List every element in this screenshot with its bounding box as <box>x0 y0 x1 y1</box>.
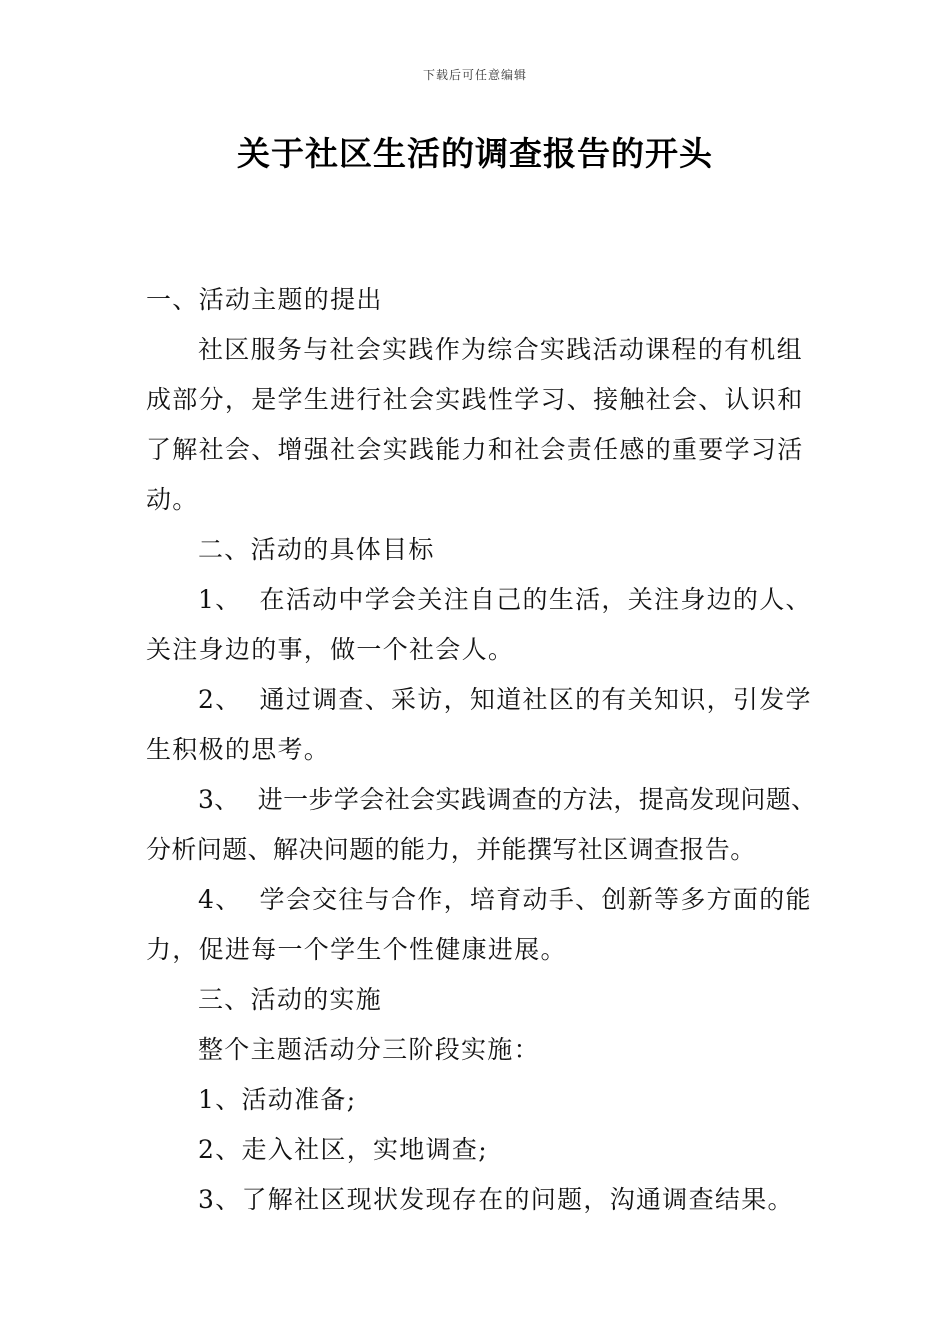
stage-item-1: 1、活动准备; <box>198 1085 357 1114</box>
goal-item-text: 进一步学会社会实践调查的方法，提高发现问题、分析问题、解决问题的能力，并能撰写社区调查报告。 <box>146 785 817 864</box>
section-1-paragraph: 社区服务与社会实践作为综合实践活动课程的有机组成部分，是学生进行社会实践性学习、接触社会、认识和了解社会、增强社会实践能力和社会责任感的重要学习活动。 <box>146 335 804 514</box>
goal-item-1 <box>146 575 826 675</box>
goal-item-text: 在活动中学会关注自己的生活，关注身边的人、关注身边的事，做一个社会人。 <box>146 585 812 664</box>
header-note: 下载后可任意编辑 <box>422 68 527 82</box>
goal-item-number: 3、 <box>198 785 240 814</box>
document-title: 关于社区生活的调查报告的开头 <box>237 134 713 173</box>
goal-item-text: 学会交往与合作，培育动手、创新等多方面的能力，促进每一个学生个性健康进展。 <box>146 885 812 964</box>
section-1-heading: 一、活动主题的提出 <box>146 285 383 314</box>
section-3-heading: 三、活动的实施 <box>198 985 383 1014</box>
section-3-intro: 整个主题活动分三阶段实施： <box>198 1035 540 1064</box>
goal-item-4 <box>146 875 826 975</box>
goal-item-3 <box>146 775 826 875</box>
section-2-heading: 二、活动的具体目标 <box>198 535 435 564</box>
document-body <box>146 275 826 1225</box>
goal-item-text: 通过调查、采访，知道社区的有关知识，引发学生积极的思考。 <box>146 685 812 764</box>
goal-item-number: 4、 <box>198 885 242 914</box>
stage-item-3: 3、了解社区现状发现存在的问题，沟通调查结果。 <box>198 1185 794 1214</box>
goal-item-number: 1、 <box>198 585 242 614</box>
stage-item-2: 2、走入社区，实地调查; <box>198 1135 488 1164</box>
goal-item-2 <box>146 675 826 775</box>
goal-item-number: 2、 <box>198 685 242 714</box>
